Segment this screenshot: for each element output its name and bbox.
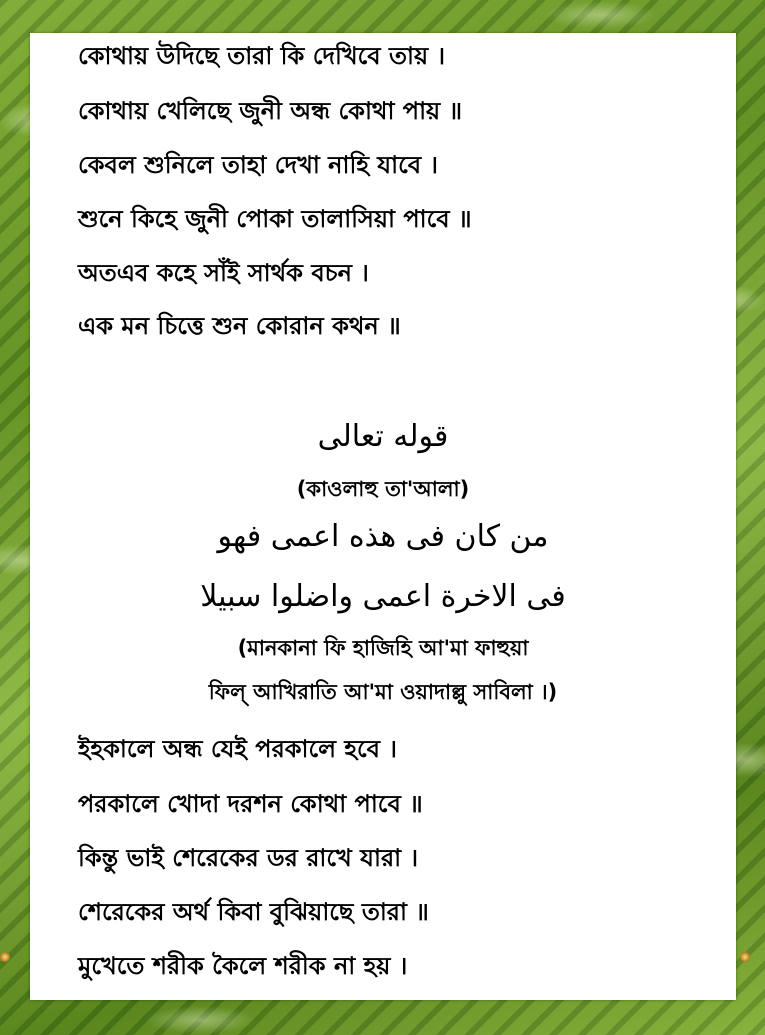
verse-line: শুনে কিহে জুনী পোকা তালাসিয়া পাবে ॥	[78, 205, 472, 233]
verse-line: শেরেকের অর্থ কিবা বুঝিয়াছে তারা ॥	[78, 898, 429, 926]
border-ornament-dot	[740, 952, 750, 962]
verse-line: কোথায় উদিছে তারা কি দেখিবে তায় ।	[78, 42, 446, 70]
verse-line: কোথায় খেলিছে জুনী অন্ধ কোথা পায় ॥	[78, 97, 463, 125]
verse-line: পরকালে খোদা দরশন কোথা পাবে ॥	[78, 790, 423, 818]
verse-line: কিন্তু ভাই শেরেকের ডর রাখে যারা ।	[78, 844, 419, 872]
border-ornament-dot	[0, 952, 10, 962]
quote-arabic-line: من كان فى هذه اعمى فهو	[217, 519, 549, 554]
quote-arabic-line: فى الاخرة اعمى واضلوا سبيلا	[200, 579, 566, 614]
quote-heading-transliteration: (কাওলাহু তা'আলা)	[296, 477, 470, 501]
quote-transliteration-line: (মানকানা ফি হাজিহি আ'মা ফাহুয়া	[237, 636, 529, 660]
verse-line: মুখেতে শরীক কৈলে শরীক না হয় ।	[78, 952, 408, 980]
verse-line: কেবল শুনিলে তাহা দেখা নাহি যাবে ।	[78, 151, 439, 179]
verse-line: অতএব কহে সাঁই সার্থক বচন ।	[78, 259, 369, 287]
quote-transliteration-line: ফিল্ আখিরাতি আ'মা ওয়াদাল্লু সাবিলা ।)	[208, 680, 558, 704]
verse-line: ইহকালে অন্ধ যেই পরকালে হবে ।	[78, 735, 397, 763]
verse-line: এক মন চিত্তে শুন কোরান কথন ॥	[78, 312, 401, 340]
document-page	[30, 33, 736, 1000]
quote-heading-arabic: قوله تعالى	[317, 419, 449, 454]
